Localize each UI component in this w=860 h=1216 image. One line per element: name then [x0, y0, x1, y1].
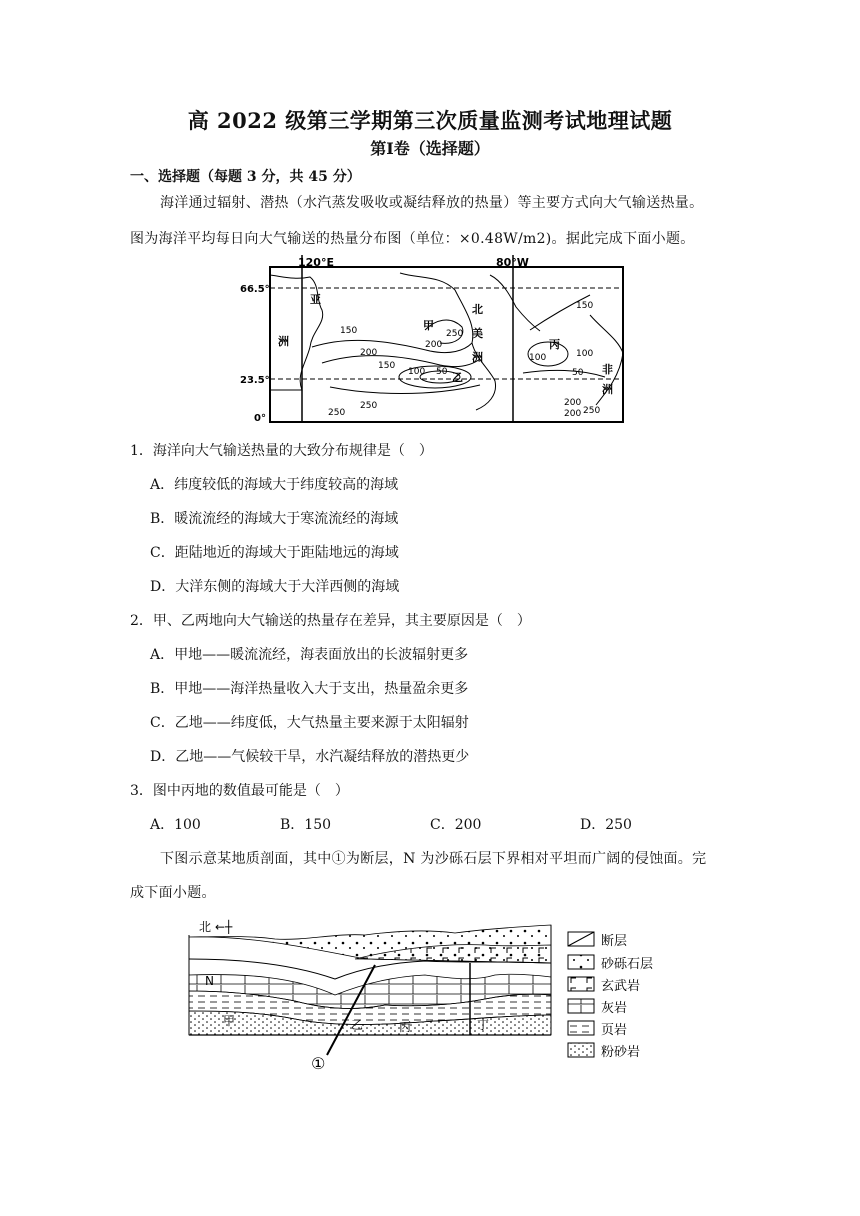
question-2 — [130, 610, 531, 630]
contour-value: 250 — [583, 406, 601, 416]
question-number: 1． — [130, 443, 153, 459]
exam-title: 高 2022 级第三学期第三次质量监测考试地理试题 — [187, 108, 673, 133]
region-label: 美 — [472, 327, 483, 340]
contour-value: 250 — [328, 408, 346, 418]
q1-option-a[interactable]: A．纬度较低的海域大于纬度较高的海域 — [150, 477, 399, 493]
lon-label: 120°E — [298, 256, 334, 269]
lat-label: 23.5° — [240, 375, 270, 386]
region-label: 洲 — [472, 351, 483, 364]
section-heading: 一、选择题（每题 3 分，共 45 分） — [130, 169, 361, 185]
q2-option-b[interactable]: B．甲地——海洋热量收入大于支出，热量盈余更多 — [150, 681, 469, 697]
contour-value: 200 — [425, 340, 443, 350]
north-label: 北 — [199, 920, 212, 934]
q2-option-c[interactable]: C．乙地——纬度低，大气热量主要来源于太阳辐射 — [150, 715, 469, 731]
stratum-bing: 丙 — [399, 1020, 412, 1034]
lat-label: 66.5° — [240, 284, 270, 295]
passage1-line1: 海洋通过辐射、潜热（水汽蒸发吸收或凝结释放的热量）等主要方式向大气输送热量。 — [160, 195, 704, 211]
contour-value: 150 — [340, 326, 358, 336]
site-jia: 甲 — [423, 319, 434, 332]
question-stem: 图中丙地的数值最可能是（ ） — [152, 783, 349, 799]
q1-option-b[interactable]: B．暖流流经的海域大于寒流流经的海域 — [150, 511, 399, 527]
contour-value: 100 — [529, 353, 547, 363]
contour-value: 50 — [436, 367, 448, 377]
region-label: 北 — [472, 303, 483, 316]
stratum-jia: 甲 — [223, 1014, 236, 1028]
q3-option-d[interactable]: D．250 — [580, 817, 632, 833]
question-stem: 甲、乙两地向大气输送的热量存在差异，其主要原因是（ ） — [152, 613, 531, 629]
legend-label: 粉砂岩 — [601, 1045, 641, 1060]
region-label: 洲 — [602, 383, 613, 396]
lat-label: 0° — [254, 413, 266, 424]
question-number: 2． — [130, 613, 153, 629]
contour-value: 50 — [572, 368, 584, 378]
contour-value: 100 — [576, 349, 594, 359]
fault-label: ① — [311, 1054, 326, 1073]
site-bing: 丙 — [549, 338, 560, 351]
contour-value: 200 — [564, 409, 582, 419]
contour-value: 250 — [446, 329, 464, 339]
legend-label: 砂砾石层 — [601, 957, 654, 972]
site-yi: 乙 — [452, 371, 463, 384]
contour-value: 250 — [360, 401, 378, 411]
contour-value: 100 — [408, 367, 426, 377]
question-stem: 海洋向大气输送热量的大致分布规律是（ ） — [152, 443, 433, 459]
q2-option-d[interactable]: D．乙地——气候较干旱，水汽凝结释放的潜热更少 — [150, 749, 470, 765]
contour-value: 200 — [360, 348, 378, 358]
passage2-line2: 成下面小题。 — [130, 885, 216, 901]
legend-label: 页岩 — [601, 1023, 628, 1038]
question-3 — [130, 780, 349, 800]
passage2-line1: 下图示意某地质剖面，其中①为断层，N 为沙砾石层下界相对平坦而广阔的侵蚀面。完 — [160, 851, 707, 867]
geologic-section-diagram — [185, 915, 685, 1075]
q2-option-a[interactable]: A．甲地——暖流流经，海表面放出的长波辐射更多 — [150, 647, 469, 663]
contour-value: 150 — [576, 301, 594, 311]
q1-option-c[interactable]: C．距陆地近的海域大于距陆地远的海域 — [150, 545, 399, 561]
region-label: 非 — [602, 363, 613, 376]
lon-label: 80°W — [496, 256, 529, 269]
legend-label: 灰岩 — [601, 1001, 628, 1016]
region-label: 亚 — [310, 293, 321, 306]
q3-option-a[interactable]: A．100 — [150, 817, 201, 833]
q3-option-b[interactable]: B．150 — [280, 817, 332, 833]
stratum-ding: 丁 — [477, 1018, 490, 1032]
legend-label: 玄武岩 — [601, 979, 641, 994]
north-arrow: ←┼ — [215, 920, 233, 934]
q1-option-d[interactable]: D．大洋东侧的海域大于大洋西侧的海域 — [150, 579, 400, 595]
q3-option-c[interactable]: C．200 — [430, 817, 482, 833]
region-label: 洲 — [278, 335, 289, 348]
stratum-yi: 乙 — [351, 1018, 364, 1032]
question-number: 3． — [130, 783, 153, 799]
contour-value: 200 — [564, 398, 582, 408]
legend — [568, 932, 653, 1060]
question-1 — [130, 440, 433, 460]
erosion-surface-label: N — [205, 974, 214, 988]
volume-title: 第Ⅰ卷（选择题） — [370, 139, 490, 158]
legend-label: 断层 — [601, 934, 628, 949]
passage1-line2: 图为海洋平均每日向大气输送的热量分布图（单位：×0.48W/m2)。据此完成下面小题。 — [130, 231, 695, 247]
contour-value: 150 — [378, 361, 396, 371]
ocean-heat-map — [240, 255, 640, 427]
